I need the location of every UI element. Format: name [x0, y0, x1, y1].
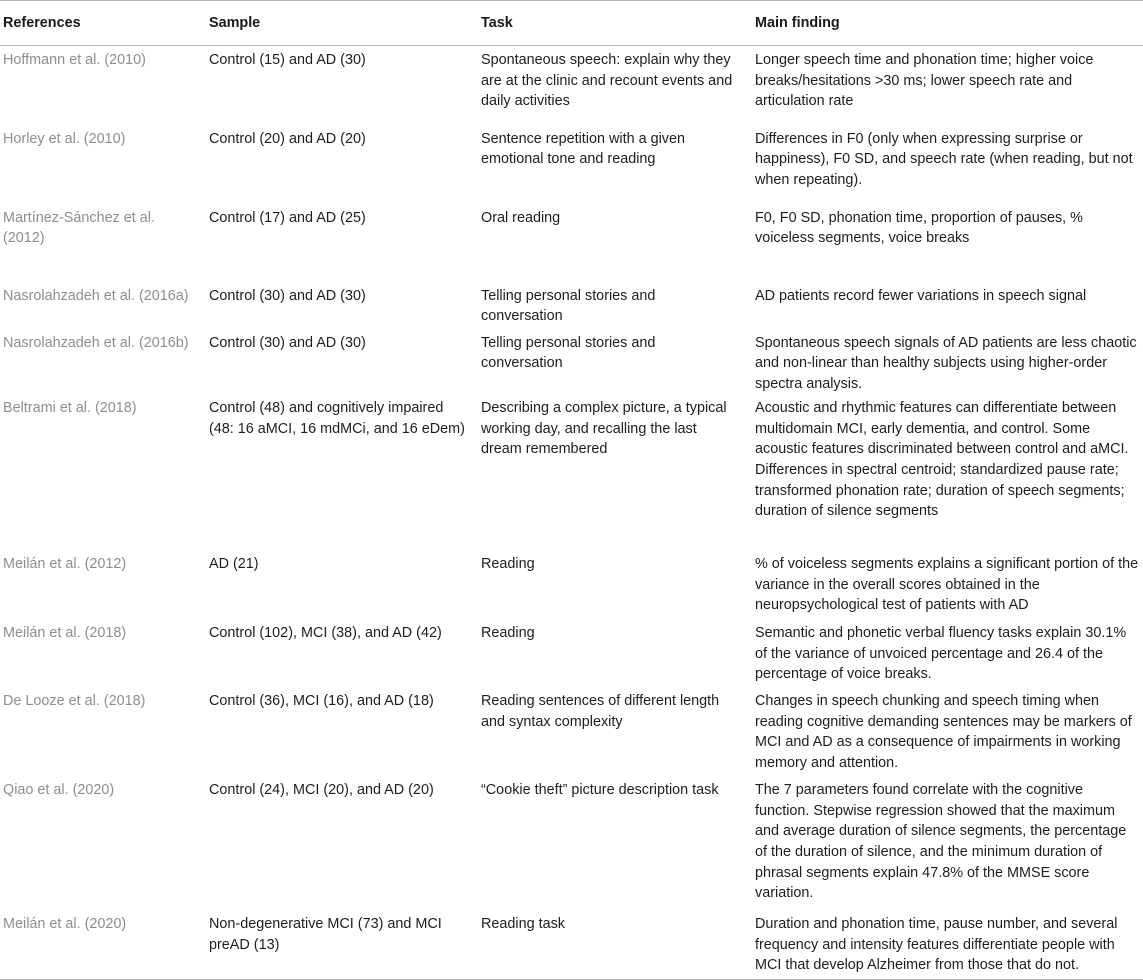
table-row	[0, 910, 1143, 979]
finding-text: AD patients record fewer variations in speech signal	[755, 287, 1087, 304]
sample-cell: Non-degenerative MCI (73) and MCI preAD (13)	[209, 916, 442, 953]
finding-text: Spontaneous speech signals of AD patients are less chaotic and non-linear than healthy subjects using higher-order spectra analysis.	[755, 334, 1137, 392]
table-row	[0, 329, 1143, 395]
header-references: References	[3, 14, 81, 31]
task-cell: Oral reading	[481, 209, 561, 226]
finding-cell	[750, 910, 1143, 979]
sample-cell: Control (36), MCI (16), and AD (18)	[209, 693, 434, 710]
finding-cell	[750, 776, 1143, 910]
reference-cell: Martínez-Sánchez et al. (2012)	[3, 209, 155, 247]
table-row	[0, 687, 1143, 776]
finding-text: The 7 parameters found correlate with the cognitive function. Stepwise regression showed that the maximum and average duration of silence segments, the percentage of the duration of silence, and the minimum duration of phrasal segments explain 47.8% of the MMSE score variation.	[755, 782, 1127, 902]
table-row	[0, 46, 1143, 125]
task-cell: Reading task	[481, 916, 565, 933]
finding-text: Duration and phonation time, pause number, and several frequency and intensity features differentiate people with MCI that develop Alzheimer from those that do not.	[755, 916, 1118, 974]
task-cell: “Cookie theft” picture description task	[481, 782, 719, 799]
reference-cell: Beltrami et al. (2018)	[3, 400, 137, 417]
reference-cell: Nasrolahzadeh et al. (2016a)	[3, 287, 189, 304]
sample-cell: Control (20) and AD (20)	[209, 130, 366, 147]
table-row	[0, 394, 1143, 550]
sample-cell: AD (21)	[209, 556, 259, 573]
task-cell: Sentence repetition with a given emotional tone and reading	[481, 130, 685, 168]
finding-cell	[750, 125, 1143, 204]
header-main-finding: Main finding	[755, 14, 840, 31]
reference-cell: Meilán et al. (2018)	[3, 625, 127, 642]
table-row	[0, 550, 1143, 619]
finding-cell	[750, 282, 1143, 329]
finding-cell	[750, 204, 1143, 282]
finding-cell	[750, 619, 1143, 687]
table-row	[0, 282, 1143, 329]
finding-text: F0, F0 SD, phonation time, proportion of pauses, % voiceless segments, voice breaks	[755, 209, 1083, 247]
task-cell: Spontaneous speech: explain why they are at the clinic and recount events and daily activities	[481, 52, 733, 110]
finding-text: Changes in speech chunking and speech timing when reading cognitive demanding sentences may be markers of MCI and AD as a consequence of impairments in working memory and attention.	[755, 693, 1132, 772]
table-row	[0, 619, 1143, 687]
finding-text: % of voiceless segments explains a significant portion of the variance in the overall scores obtained in the neuropsychological test of patients with AD	[755, 556, 1139, 614]
header-row	[0, 1, 1143, 46]
finding-cell	[750, 329, 1143, 395]
header-task: Task	[481, 14, 513, 31]
table-body	[0, 46, 1143, 980]
finding-cell	[750, 550, 1143, 619]
reference-cell: De Looze et al. (2018)	[3, 693, 146, 710]
finding-text: Differences in F0 (only when expressing surprise or happiness), F0 SD, and speech rate (when reading, but not when repeating).	[755, 130, 1133, 188]
reference-cell: Meilán et al. (2012)	[3, 556, 127, 573]
reference-cell: Hoffmann et al. (2010)	[3, 52, 146, 68]
finding-text-extra: Differences in spectral centroid; standardized pause rate; transformed phonation rate; duration of speech segments; duration of silence segments	[755, 462, 1125, 520]
reference-cell: Qiao et al. (2020)	[3, 782, 115, 799]
finding-cell	[750, 46, 1143, 125]
reference-cell: Meilán et al. (2020)	[3, 916, 127, 933]
finding-text: Longer speech time and phonation time; higher voice breaks/hesitations >30 ms; lower speech rate and articulation rate	[755, 52, 1094, 110]
task-cell: Reading	[481, 625, 535, 642]
sample-cell: Control (17) and AD (25)	[209, 209, 366, 226]
table-row	[0, 776, 1143, 910]
finding-text: Semantic and phonetic verbal fluency tasks explain 30.1% of the variance of unvoiced percentage and 26.4 of the percentage of voice breaks.	[755, 625, 1127, 683]
reference-cell: Nasrolahzadeh et al. (2016b)	[3, 334, 189, 351]
sample-cell: Control (15) and AD (30)	[209, 52, 366, 68]
table-row	[0, 125, 1143, 204]
task-cell: Telling personal stories and conversation	[481, 287, 656, 325]
task-cell: Describing a complex picture, a typical working day, and recalling the last dream remembered	[481, 400, 727, 458]
finding-text: Acoustic and rhythmic features can differentiate between multidomain MCI, early dementia, and control. Some acoustic features discriminated between control and aMCI.	[755, 400, 1129, 458]
table-row	[0, 204, 1143, 282]
task-cell: Reading sentences of different length and syntax complexity	[481, 693, 720, 730]
reference-cell: Horley et al. (2010)	[3, 130, 126, 147]
header-sample: Sample	[209, 14, 261, 31]
finding-cell	[750, 394, 1143, 550]
finding-cell	[750, 687, 1143, 776]
sample-cell: Control (30) and AD (30)	[209, 334, 366, 351]
sample-cell: Control (102), MCI (38), and AD (42)	[209, 625, 442, 642]
task-cell: Telling personal stories and conversation	[481, 334, 656, 372]
task-cell: Reading	[481, 556, 535, 573]
sample-cell: Control (48) and cognitively impaired (48: 16 aMCI, 16 mdMCi, and 16 eDem)	[209, 400, 465, 437]
sample-cell: Control (30) and AD (30)	[209, 287, 366, 304]
table-header	[0, 1, 1143, 46]
sample-cell: Control (24), MCI (20), and AD (20)	[209, 782, 434, 799]
